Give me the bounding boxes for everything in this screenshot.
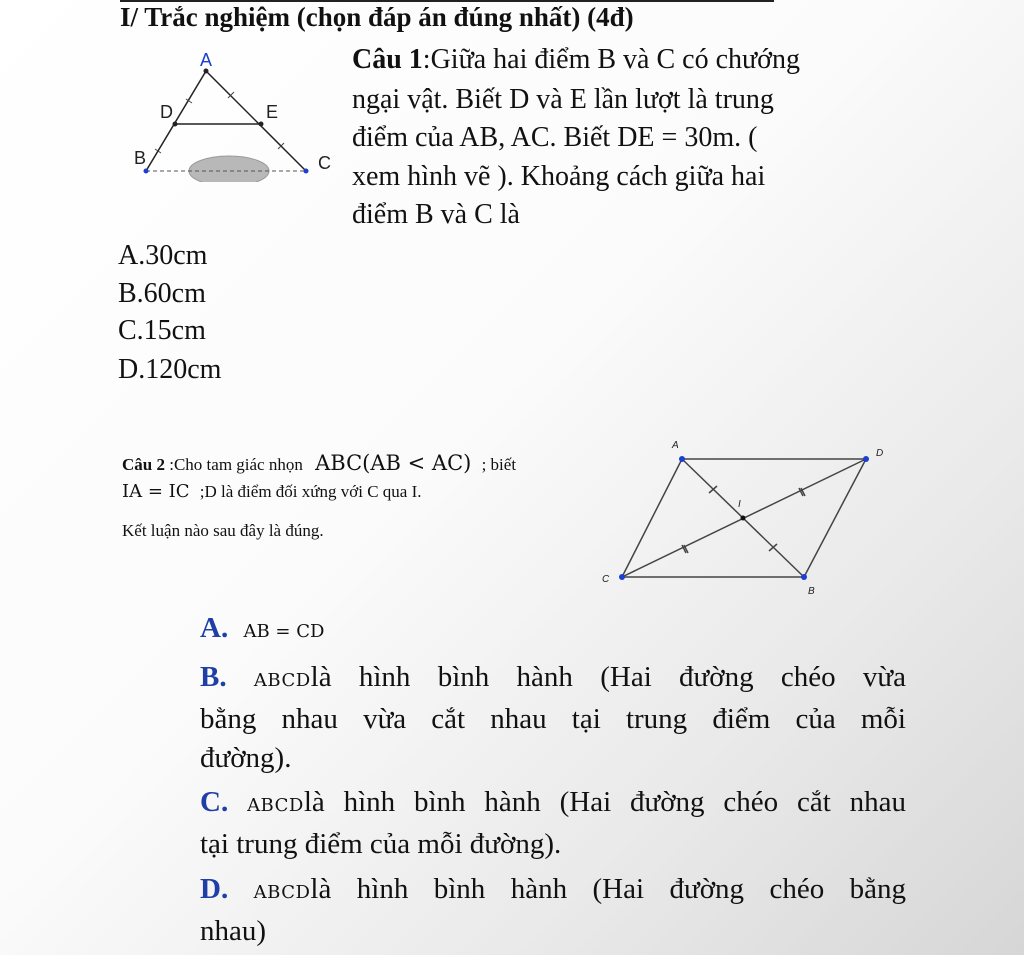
answer-letter-a: A.	[200, 612, 229, 644]
point-b	[801, 574, 807, 580]
answer-letter-b: B.	[200, 661, 227, 693]
q2-condition-rest: ;D là điểm đối xứng với C qua I.	[199, 482, 422, 501]
answer-b-abcd: ABCD	[253, 670, 311, 691]
label-e: E	[266, 102, 279, 122]
label-i: I	[738, 499, 741, 510]
point-d	[863, 456, 869, 462]
q1-option-c[interactable]: C.15cm	[118, 315, 206, 346]
answer-d-text-1: là hình bình hành (Hai đường chéo bằng	[310, 873, 906, 905]
label-c: C	[318, 153, 331, 173]
q2-answer-c[interactable]	[200, 783, 906, 864]
q1-line-5: điểm B và C là	[352, 199, 520, 230]
q2-intro: :Cho tam giác nhọn	[169, 455, 303, 474]
point-c	[304, 169, 309, 174]
side-db	[804, 459, 866, 577]
answer-c-abcd: ABCD	[247, 795, 304, 816]
point-c	[619, 574, 625, 580]
answer-b-line-3: đường).	[200, 742, 292, 774]
q1-text: :Giữa hai điểm B và C có chướng	[422, 44, 800, 75]
answer-b-line-2: bằng nhau vừa cắt nhau tại trung điểm của mỗi	[200, 703, 906, 735]
line-ab	[146, 71, 206, 171]
answer-c-line-2: tại trung điểm của mỗi đường).	[200, 828, 562, 860]
q1-line-4: xem hình vẽ ). Khoảng cách giữa hai	[352, 161, 766, 192]
answer-d-line-1	[200, 870, 906, 912]
q2-suffix: ; biết	[481, 455, 517, 474]
section-title: I/ Trắc nghiệm (chọn đáp án đúng nhất) (4đ)	[120, 2, 634, 32]
label-d: D	[160, 102, 173, 122]
point-a	[679, 456, 685, 462]
point-e	[259, 122, 264, 127]
q2-label: Câu 2	[122, 455, 165, 474]
answer-b-text-1: là hình bình hành (Hai đường chéo vừa	[310, 661, 906, 693]
q2-prompt: Kết luận nào sau đây là đúng.	[122, 521, 324, 540]
q1-label: Câu 1	[352, 44, 423, 75]
side-ca	[622, 459, 682, 577]
answer-d-abcd: ABCD	[253, 882, 311, 903]
q1-line-3: điểm của AB, AC. Biết DE = 30m. (	[352, 122, 758, 153]
label-a: A	[200, 50, 213, 70]
label-a: A	[672, 440, 679, 451]
answer-a-math: AB = CD	[243, 621, 325, 642]
obstacle-shape	[189, 156, 269, 182]
answer-c-text-1: là hình bình hành (Hai đường chéo cắt nhau	[303, 786, 907, 818]
point-b	[144, 169, 149, 174]
q1-triangle-figure	[128, 46, 338, 182]
q2-triangle-math: ABC(AB < AC)	[315, 451, 472, 475]
q2-answer-a[interactable]	[200, 609, 906, 651]
point-i	[741, 516, 746, 521]
point-d	[173, 122, 178, 127]
q2-answer-d[interactable]	[200, 870, 906, 951]
q1-line-1	[352, 44, 800, 76]
q2-parallelogram-figure	[598, 434, 898, 602]
answer-d-line-2: nhau)	[200, 915, 267, 947]
q2-line-1	[122, 451, 516, 475]
q1-option-d[interactable]: D.120cm	[118, 354, 222, 385]
label-c: C	[602, 574, 610, 585]
label-b: B	[134, 148, 147, 168]
answer-letter-c: C.	[200, 786, 229, 818]
q2-answer-b[interactable]	[200, 658, 906, 778]
q2-line-2	[122, 481, 422, 502]
answer-c-line-1	[200, 783, 906, 825]
q2-condition-math: IA = IC	[122, 481, 190, 502]
answer-letter-d: D.	[200, 873, 229, 905]
q1-line-2: ngại vật. Biết D và E lần lượt là trung	[352, 84, 774, 115]
q1-option-b[interactable]: B.60cm	[118, 278, 206, 309]
label-d: D	[876, 448, 884, 459]
q1-option-a[interactable]: A.30cm	[118, 240, 208, 271]
label-b: B	[808, 586, 815, 597]
answer-b-line-1	[200, 658, 906, 700]
